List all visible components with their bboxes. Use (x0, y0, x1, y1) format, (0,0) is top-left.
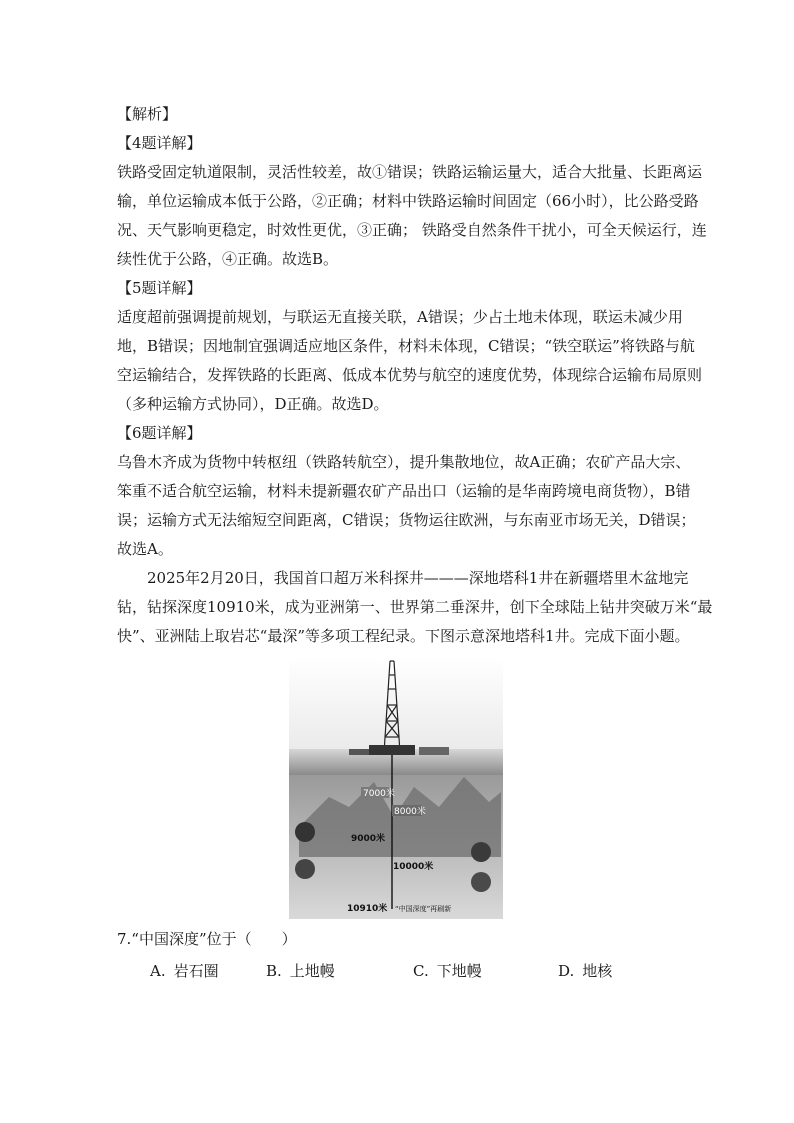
depth-7000-label: 7000米 (363, 789, 395, 799)
figure-container (117, 657, 679, 925)
text-line: 【5题详解】 (117, 279, 202, 297)
option-d[interactable] (558, 954, 612, 988)
depth-8000-label: 8000米 (394, 807, 426, 817)
question-7-stem: 7.“中国深度”位于（ ） (117, 930, 297, 948)
text-line: 【解析】 (117, 105, 178, 123)
text-line: 2025年2月20日，我国首口超万米科探井———深地塔科1井在新疆塔里木盆地完 (147, 569, 689, 587)
rig-building-right (419, 747, 449, 755)
depth-9000-label: 9000米 (351, 834, 386, 844)
option-b-text: 上地幔 (289, 962, 335, 980)
analysis-text (117, 100, 713, 651)
drilling-well-figure (289, 657, 503, 919)
rock-sample-1 (295, 822, 315, 842)
option-d-letter: D. (558, 962, 575, 980)
rig-base (369, 745, 415, 755)
option-a-letter: A. (150, 962, 166, 980)
text-line: 空运输结合，发挥铁路的长距离、低成本优势与航空的速度优势，体现综合运输布局原则 (117, 366, 703, 384)
option-d-text: 地核 (582, 962, 613, 980)
text-line: 【6题详解】 (117, 424, 202, 442)
text-line: 快”、亚洲陆上取岩芯“最深”等多项工程纪录。下图示意深地塔科1井。完成下面小题。 (117, 627, 690, 645)
rock-sample-2 (295, 859, 315, 879)
text-line: 适度超前强调提前规划，与联运无直接关联，A错误；少占土地未体现，联运未减少用 (117, 308, 683, 326)
text-line: 钻，钻探深度10910米，成为亚洲第一、世界第二垂深井，创下全球陆上钻井突破万米“最 (117, 598, 713, 616)
text-line: 乌鲁木齐成为货物中转枢纽（铁路转航空），提升集散地位，故A正确；农矿产品大宗、 (117, 453, 691, 471)
china-depth-label: “中国深度”再刷新 (395, 905, 452, 913)
option-b-letter: B. (266, 962, 282, 980)
text-line: 故选A。 (117, 540, 173, 558)
rock-sample-3 (471, 842, 491, 862)
depth-10910-label: 10910米 (347, 904, 388, 914)
text-line: 输，单位运输成本低于公路，②正确；材料中铁路运输时间固定（66小时），比公路受路 (117, 192, 699, 210)
question-7-options (117, 954, 679, 988)
rig-building-left (349, 749, 369, 755)
text-line: 铁路受固定轨道限制，灵活性较差，故①错误；铁路运输运量大，适合大批量、长距离运 (117, 163, 703, 181)
option-a-text: 岩石圈 (173, 962, 219, 980)
option-a[interactable] (150, 954, 219, 988)
text-line: 续性优于公路，④正确。故选B。 (117, 250, 339, 268)
depth-10000-label: 10000米 (393, 862, 434, 872)
text-line: 误；运输方式无法缩短空间距离，C错误；货物运往欧洲，与东南亚市场无关，D错误； (117, 511, 696, 529)
text-line: 地，B错误；因地制宜强调适应地区条件，材料未体现，C错误；“铁空联运”将铁路与航 (117, 337, 695, 355)
option-b[interactable] (266, 954, 335, 988)
text-line: （多种运输方式协同），D正确。故选D。 (117, 395, 389, 413)
option-c[interactable] (413, 954, 482, 988)
text-line: 笨重不适合航空运输，材料未提新疆农矿产品出口（运输的是华南跨境电商货物），B错 (117, 482, 691, 500)
rock-sample-4 (471, 872, 491, 892)
option-c-text: 下地幔 (436, 962, 482, 980)
option-c-letter: C. (413, 962, 429, 980)
text-line: 况、天气影响更稳定，时效性更优，③正确； 铁路受自然条件干扰小，可全天候运行，连 (117, 221, 707, 239)
text-line: 【4题详解】 (117, 134, 202, 152)
document-page (117, 100, 713, 988)
